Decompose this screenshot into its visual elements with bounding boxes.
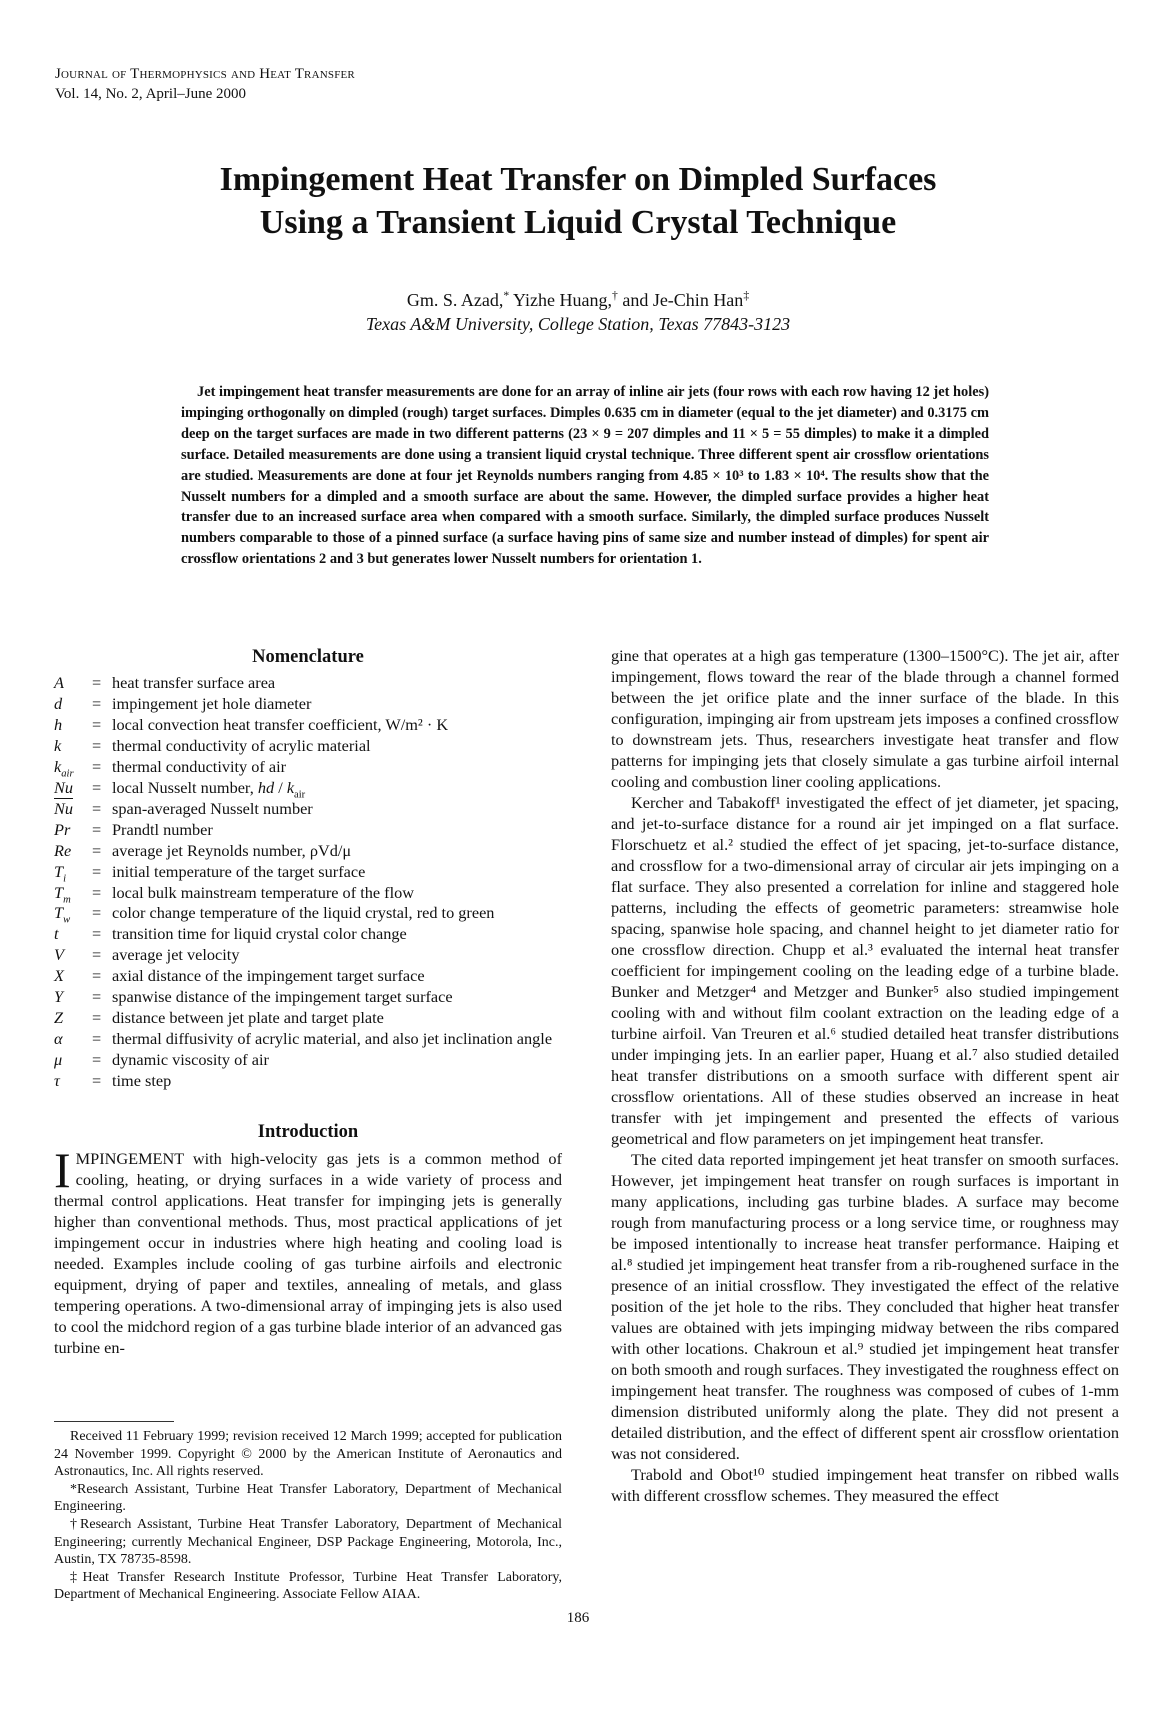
equals-sign: = [92,714,102,734]
title-line-1: Impingement Heat Transfer on Dimpled Surfaces [219,161,937,198]
nomenclature-symbol: Z [54,1008,64,1028]
equals-sign: = [92,756,102,776]
nomenclature-entry [54,715,562,736]
footnote-rule [54,1421,174,1422]
nomenclature-symbol: Nu [54,777,74,797]
footnotes [54,1421,562,1604]
nomenclature-entry [54,799,562,820]
author-2: Yizhe Huang, [509,290,612,310]
nomenclature-definition: span-averaged Nusselt number [112,798,313,818]
nomenclature-heading: Nomenclature [252,647,364,667]
nomenclature-list [54,673,562,1092]
nomenclature-definition: local bulk mainstream temperature of the flow [112,882,414,902]
nomenclature-symbol: t [54,924,59,944]
paragraph-1: gine that operates at a high gas temperature (1300–1500°C). The jet air, after impingement, flows toward the rear of the blade through a channel formed between the jet orifice plate and the inner surface of the blade. In this configuration, impinging air from upstream jets imposes a confined crossflow to downstream jets. Thus, researchers investigate heat transfer and flow patterns for impinging jets that closely simulate a gas turbine airfoil internal cooling and combustion liner cooling applications. [611,646,1119,791]
equals-sign: = [92,882,102,902]
nomenclature-entry [54,1050,562,1071]
nomenclature-definition: local convection heat transfer coefficient, W/m² · K [112,714,449,734]
author-list [100,288,1056,312]
footnote-3: ‡Heat Transfer Research Institute Professor, Turbine Heat Transfer Laboratory, Department of Mechanical Engineering. Associate Fellow AIAA. [54,1569,562,1603]
nomenclature-symbol: $T_m$ [54,882,71,905]
page-number: 186 [566,1610,590,1626]
nomenclature-entry [54,883,562,904]
nomenclature-definition: time step [112,1071,172,1091]
received-note: Received 11 February 1999; revision received 12 March 1999; accepted for publication 24 November 1999. Copyright © 2000 by the American Institute of Aeronautics and Astronautics, Inc. All rights reserved. [54,1429,562,1480]
author-1: Gm. S. Azad, [406,290,504,310]
right-column [611,645,1119,1506]
nomenclature-entry [54,987,562,1008]
nomenclature-definition: local Nusselt number, hd / $k_{air}$ [112,777,306,801]
abstract: Jet impingement heat transfer measurements are done for an array of inline air jets (four rows with each row having 12 jet holes) impinging orthogonally on dimpled (rough) target surfaces. Dimples 0.635 cm in diameter (equal to the jet diameter) and 0.3175 cm deep on the target surfaces are made in two different patterns (23 × 9 = 207 dimples and 11 × 5 = 55 dimples) to make it a dimpled surface. Detailed measurements are done using a transient liquid crystal technique. Three different spent air crossflow orientations are studied. Measurements are done at four jet Reynolds numbers ranging from 4.85 × 10³ to 1.83 × 10⁴. The results show that the Nusselt numbers for a dimpled and a smooth surface are about the same. However, the dimpled surface provides a higher heat transfer due to an increased surface area when compared with a smooth surface. Similarly, the dimpled surface produces Nusselt numbers comparable to those of a pinned surface (a surface having pins of same size and number instead of dimples) for spent air crossflow orientations 2 and 3 but generates lower Nusselt numbers for orientation 1. [181,384,989,568]
nomenclature-symbol: $k_{air}$ [54,756,74,780]
nomenclature-entry [54,966,562,987]
equals-sign: = [92,673,102,692]
nomenclature-symbol: A [54,673,64,692]
nomenclature-entry [54,924,562,945]
nomenclature-definition: dynamic viscosity of air [112,1050,269,1070]
nomenclature-definition: impingement jet hole diameter [112,693,312,713]
equals-sign: = [92,945,102,965]
equals-sign: = [92,1029,102,1049]
nomenclature-definition: thermal diffusivity of acrylic material, and also jet inclination angle [112,1029,553,1049]
left-column [54,645,562,1358]
nomenclature-definition: color change temperature of the liquid crystal, red to green [112,903,495,923]
equals-sign: = [92,840,102,860]
nomenclature-symbol: Pr [54,819,71,839]
author-1-mark: * [503,289,510,302]
footnote-1: *Research Assistant, Turbine Heat Transfer Laboratory, Department of Mechanical Engineering. [54,1481,562,1515]
nomenclature-definition: thermal conductivity of acrylic material [112,735,371,755]
equals-sign: = [92,798,102,818]
nomenclature-symbol: Re [54,840,72,860]
nomenclature-symbol: h [54,714,63,734]
nomenclature-definition: thermal conductivity of air [112,756,287,776]
author-block [100,288,1056,336]
equals-sign: = [92,861,102,881]
nomenclature-symbol: k [54,735,62,755]
nomenclature-symbol: $\overline{Nu}$ [54,798,74,818]
equals-sign: = [92,924,102,944]
nomenclature-entry [54,841,562,862]
nomenclature-symbol: Y [54,987,64,1007]
nomenclature-entry [54,1008,562,1029]
equals-sign: = [92,735,102,755]
nomenclature-definition: Prandtl number [112,819,213,839]
equals-sign: = [92,1008,102,1028]
nomenclature-definition: average jet Reynolds number, ρVd/μ [112,840,352,860]
nomenclature-definition: average jet velocity [112,945,240,965]
equals-sign: = [92,777,102,797]
nomenclature-symbol: V [54,945,64,965]
equals-sign: = [92,693,102,713]
nomenclature-entry [54,903,562,924]
nomenclature-entry [54,820,562,841]
introduction-text: MPINGEMENT with high-velocity gas jets is a common method of cooling, heating, or drying surfaces in a wide variety of process and thermal control applications. Heat transfer for impinging jets is generally higher than conventional methods. Thus, most practical applications of jet impingement occur in industries where high heating and cooling load is needed. Examples include cooling of gas turbine airfoils and electronic equipment, drying of paper and textiles, annealing of metals, and glass tempering operations. A two-dimensional array of impinging jets is also used to cool the midchord region of a gas turbine blade interior of an advanced gas turbine en- [54,1149,562,1358]
nomenclature-entry [54,862,562,883]
nomenclature-entry [54,1071,562,1092]
author-2-mark: † [611,289,618,302]
nomenclature-entry [54,736,562,757]
equals-sign: = [92,819,102,839]
journal-header [55,64,355,104]
equals-sign: = [92,903,102,923]
introduction-paragraph [54,1142,562,1358]
author-3-mark: ‡ [743,289,750,302]
nomenclature-entry [54,1029,562,1050]
equals-sign: = [92,987,102,1007]
footnote-2: †Research Assistant, Turbine Heat Transfer Laboratory, Department of Mechanical Engineering; currently Mechanical Engineer, DSP Package Engineering, Motorola, Inc., Austin, TX 78735-8598. [54,1516,562,1568]
nomenclature-symbol: τ [54,1071,60,1091]
nomenclature-entry [54,945,562,966]
nomenclature-definition: transition time for liquid crystal color change [112,924,407,944]
nomenclature-definition: axial distance of the impingement target surface [112,966,425,986]
title-line-2: Using a Transient Liquid Crystal Technique [259,204,897,241]
paragraph-2: Kercher and Tabakoff¹ investigated the effect of jet diameter, jet spacing, and jet-to-surface distance for a round air jet impinged on a flat surface. Florschuetz et al.² studied the effect of jet spacing, jet-to-surface distance, and crossflow for a two-dimensional array of circular air jets impinging on a flat surface. They also presented a correlation for inline and staggered hole patterns, including the effects of geometric parameters: streamwise hole spacing, spanwise hole spacing, and channel height to jet diameter ratio for one crossflow direction. Chupp et al.³ evaluated the internal heat transfer coefficient for impingement cooling on the leading edge of a turbine blade. Bunker and Metzger⁴ and Metzger and Bunker⁵ also studied impingement cooling with and without film coolant extraction on the leading edge of a turbine airfoil. Van Treuren et al.⁶ studied detailed heat transfer distributions under impinging jets. In an earlier paper, Huang et al.⁷ also studied detailed heat transfer distributions on a smooth surface with different spent air crossflow orientations. All of these studies observed an increase in heat transfer with jet impingement and presented the effects of various geometrical and flow parameters on jet impingement heat transfer. [611,793,1119,1148]
author-3: and Je-Chin Han [617,290,744,310]
nomenclature-symbol: μ [54,1050,63,1070]
introduction-heading: Introduction [257,1122,359,1143]
nomenclature-entry [54,778,562,799]
nomenclature-symbol: α [54,1029,63,1049]
nomenclature-entry [54,673,562,694]
nomenclature-symbol: $T_i$ [54,861,67,884]
nomenclature-symbol: d [54,693,63,713]
nomenclature-symbol: $T_w$ [54,903,71,926]
nomenclature-definition: spanwise distance of the impingement target surface [112,987,453,1007]
equals-sign: = [92,1050,102,1070]
nomenclature-entry [54,757,562,778]
nomenclature-entry [54,694,562,715]
nomenclature-definition: heat transfer surface area [112,673,276,692]
equals-sign: = [92,966,102,986]
paper-title [100,158,1056,244]
equals-sign: = [92,1071,102,1091]
nomenclature-definition: distance between jet plate and target plate [112,1008,384,1028]
drop-cap: I [54,1142,71,1199]
nomenclature-symbol: X [54,966,64,986]
nomenclature-definition: initial temperature of the target surface [112,861,366,881]
paragraph-3: The cited data reported impingement jet heat transfer on smooth surfaces. However, jet impingement heat transfer on rough surfaces is important in many applications, including gas turbine blades. A surface may become rough from manufacturing process or a long service time, or roughness may be imposed intentionally to increase heat transfer performance. Haiping et al.⁸ studied jet impingement heat transfer from a rib-roughened surface in the presence of an initial crossflow. They investigated the effect of the relative position of the jet hole to the ribs. They concluded that higher heat transfer values are obtained with jets impinging midway between the ribs compared with other locations. Chakroun et al.⁹ studied jet impingement heat transfer on both smooth and rough surfaces. They investigated the roughness effect on impingement heat transfer. The roughness was composed of cubes of 1-mm dimension distributed uniformly along the plate. They did not present a detailed distribution, and the effect of different spent air crossflow orientation was not considered. [611,1150,1119,1463]
affiliation: Texas A&M University, College Station, Texas 77843-3123 [365,314,791,334]
journal-name: Journal of Thermophysics and Heat Transfer [55,66,355,82]
journal-issue: Vol. 14, No. 2, April–June 2000 [55,86,246,102]
paragraph-4: Trabold and Obot¹⁰ studied impingement heat transfer on ribbed walls with different crossflow schemes. They measured the effect [611,1465,1119,1505]
